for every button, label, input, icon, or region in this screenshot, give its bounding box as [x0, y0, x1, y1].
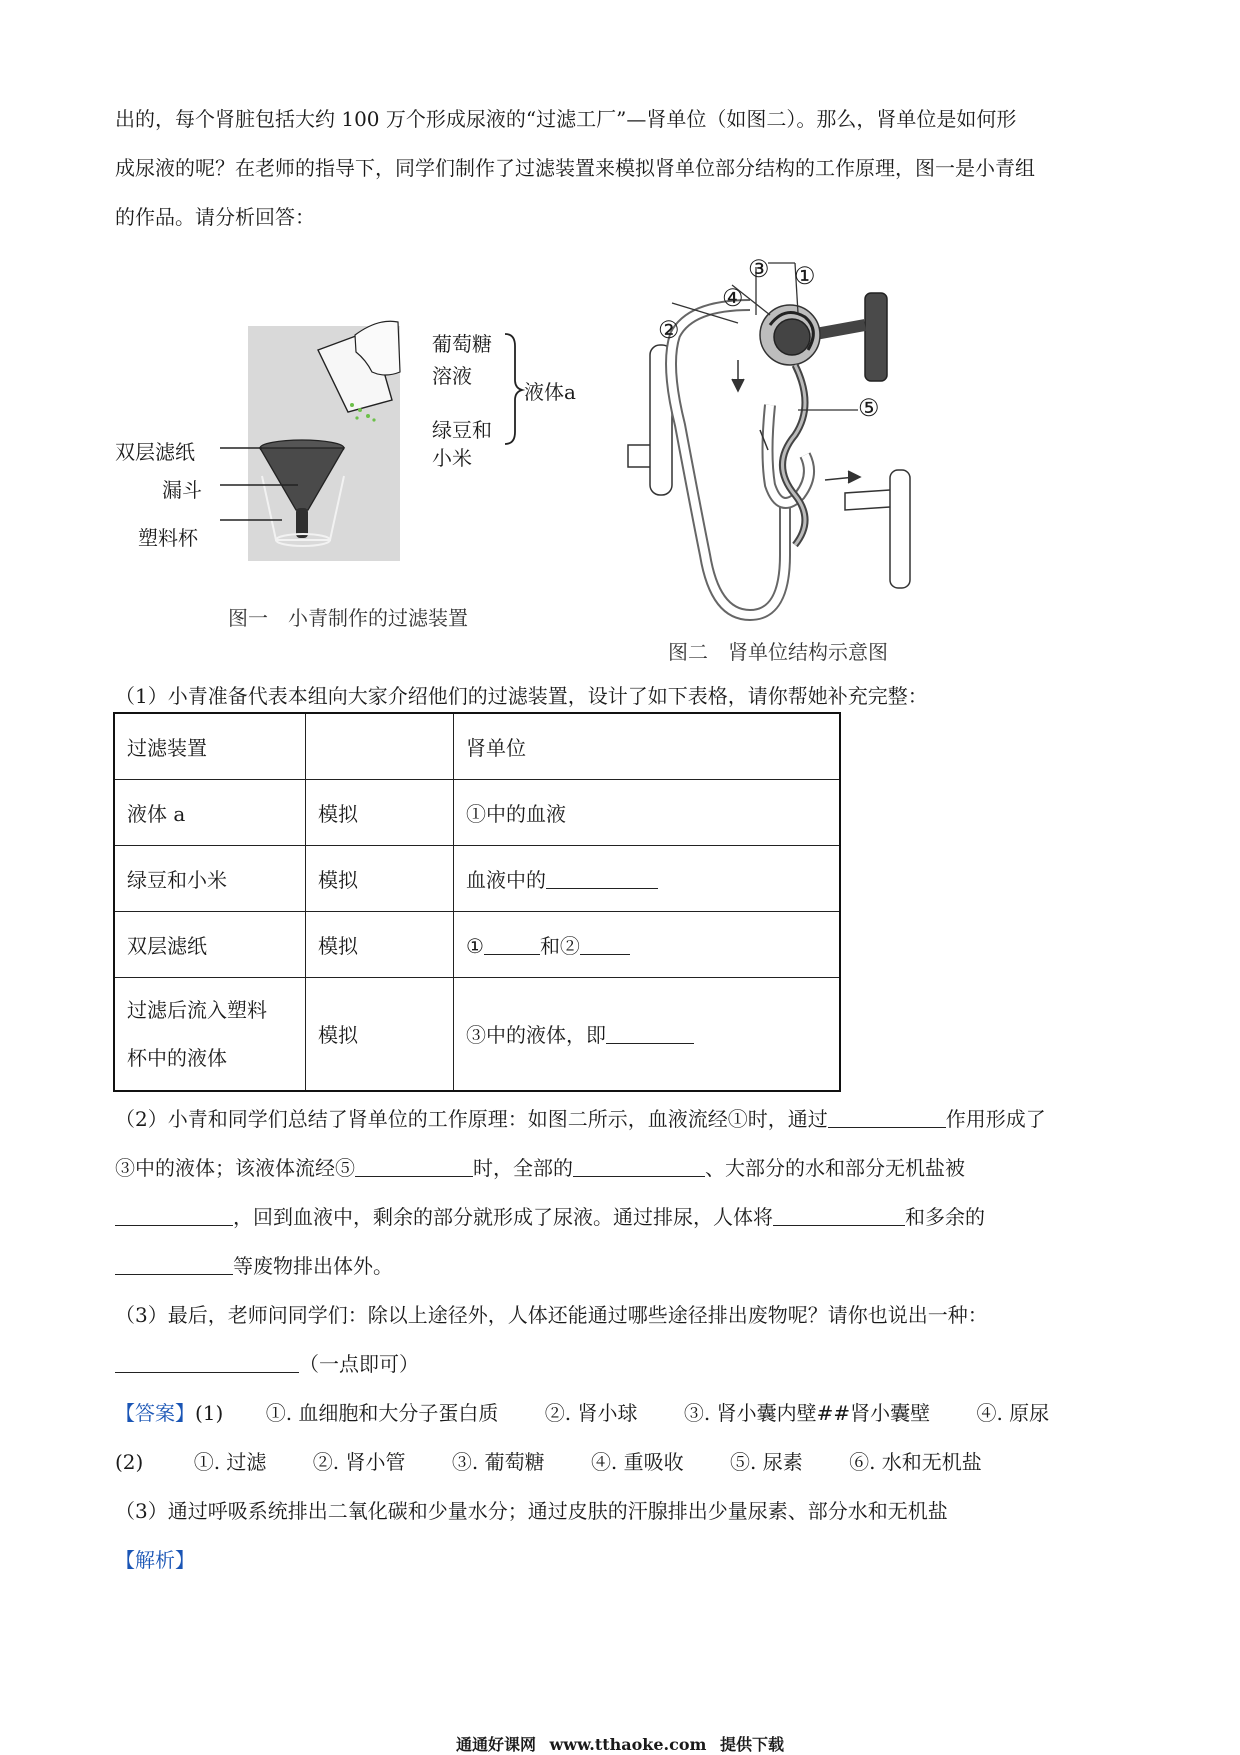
- cell-text: 血液中的: [466, 867, 546, 892]
- comparison-table: [113, 712, 841, 1092]
- table-cell: 过滤装置: [114, 713, 306, 779]
- blank-9[interactable]: [773, 1205, 905, 1226]
- answer-line-1: [115, 1400, 1049, 1426]
- label-glucose-1: 葡萄糖: [432, 332, 492, 356]
- answer-item: (1): [195, 1401, 224, 1425]
- table-row: [114, 713, 840, 779]
- table-cell: 模拟: [306, 977, 454, 1091]
- answer-tag: 【答案】: [115, 1401, 195, 1425]
- answer-item: ④. 原尿: [976, 1401, 1050, 1425]
- figure-2-caption: 图二 肾单位结构示意图: [668, 640, 888, 664]
- analysis-tag: 【解析】: [115, 1548, 195, 1572]
- q2-text: 等废物排出体外。: [233, 1254, 393, 1278]
- table-row: [114, 845, 840, 911]
- table-cell: [454, 911, 841, 977]
- q2-line-4: [115, 1253, 393, 1279]
- label-funnel: 漏斗: [162, 478, 202, 502]
- label-filter-paper: 双层滤纸: [115, 440, 195, 464]
- q2-text: 、大部分的水和部分无机盐被: [705, 1156, 965, 1180]
- label-beans-2: 小米: [432, 446, 472, 470]
- footer-site: 通通好课网: [455, 1735, 536, 1754]
- q2-text: （2）小青和同学们总结了肾单位的工作原理：如图二所示，血液流经①时，通过: [115, 1107, 828, 1131]
- intro-line-3: 的作品。请分析回答：: [115, 205, 315, 229]
- blank-2[interactable]: [484, 934, 540, 955]
- blank-7[interactable]: [573, 1156, 705, 1177]
- figure-1-caption: 图一 小青制作的过滤装置: [228, 606, 468, 630]
- answer-item: ⑤. 尿素: [730, 1450, 803, 1474]
- blank-10[interactable]: [115, 1254, 233, 1275]
- label-beans-1: 绿豆和: [432, 418, 492, 442]
- blank-3[interactable]: [580, 934, 630, 955]
- footer-url[interactable]: www.tthaoke.com: [549, 1735, 707, 1754]
- answer-item: (2): [115, 1450, 144, 1474]
- table-cell: [454, 977, 841, 1091]
- cell-text: ③中的液体，即: [466, 1023, 606, 1048]
- label-cup: 塑料杯: [138, 526, 198, 550]
- answer-item: ②. 肾小球: [544, 1401, 638, 1425]
- marker-5: ⑤: [858, 394, 880, 422]
- table-cell: 双层滤纸: [114, 911, 306, 977]
- table-cell: [306, 713, 454, 779]
- table-cell: 模拟: [306, 779, 454, 845]
- table-row: [114, 977, 840, 1091]
- answer-item: ②. 肾小管: [312, 1450, 406, 1474]
- q3-text: （一点即可）: [299, 1352, 419, 1376]
- answer-item: ①. 血细胞和大分子蛋白质: [265, 1401, 499, 1425]
- q2-text: 和多余的: [905, 1205, 985, 1229]
- cell-text: 过滤后流入塑料: [127, 997, 267, 1022]
- blank-1[interactable]: [546, 868, 658, 889]
- table-cell: [114, 977, 306, 1091]
- answer-item: ①. 过滤: [193, 1450, 267, 1474]
- intro-line-1: 出的，每个肾脏包括大约 100 万个形成尿液的“过滤工厂”—肾单位（如图二）。那么，肾单位是如何形: [115, 107, 1017, 131]
- q2-text: ，回到血液中，剩余的部分就形成了尿液。通过排尿，人体将: [233, 1205, 773, 1229]
- q2-line-2: [115, 1155, 965, 1181]
- q1-prompt: （1）小青准备代表本组向大家介绍他们的过滤装置，设计了如下表格，请你帮她补充完整：: [115, 684, 928, 708]
- footer-suffix: 提供下载: [720, 1735, 785, 1754]
- answer-item: ④. 重吸收: [590, 1450, 684, 1474]
- table-cell: 模拟: [306, 911, 454, 977]
- marker-4: ④: [722, 284, 744, 312]
- intro-line-2: 成尿液的呢？在老师的指导下，同学们制作了过滤装置来模拟肾单位部分结构的工作原理，图一是小青组: [115, 156, 1035, 180]
- answer-item: ③. 葡萄糖: [451, 1450, 545, 1474]
- answer-item: ③. 肾小囊内壁##肾小囊壁: [683, 1401, 931, 1425]
- blank-11[interactable]: [115, 1352, 299, 1373]
- table-cell: 液体 a: [114, 779, 306, 845]
- q2-line-1: [115, 1106, 1046, 1132]
- blank-4[interactable]: [606, 1023, 694, 1044]
- q2-text: 作用形成了: [945, 1107, 1046, 1131]
- blank-6[interactable]: [355, 1156, 473, 1177]
- table-cell: [454, 845, 841, 911]
- table-row: [114, 779, 840, 845]
- table-cell: 绿豆和小米: [114, 845, 306, 911]
- blank-8[interactable]: [115, 1205, 233, 1226]
- label-liquid-a: 液体a: [524, 380, 576, 404]
- blank-5[interactable]: [828, 1107, 946, 1128]
- q2-line-3: [115, 1204, 985, 1230]
- table-cell: 模拟: [306, 845, 454, 911]
- answer-line-2: [115, 1449, 982, 1475]
- q2-text: 时，全部的: [473, 1156, 573, 1180]
- marker-3: ③: [748, 255, 770, 283]
- cell-text: 和②: [539, 933, 580, 958]
- marker-2: ②: [658, 316, 680, 344]
- cell-text: ①: [466, 933, 484, 958]
- table-cell: 肾单位: [454, 713, 841, 779]
- cell-text: 杯中的液体: [127, 1045, 227, 1070]
- table-cell: ①中的血液: [454, 779, 841, 845]
- nephron-diagram: [620, 255, 960, 635]
- table-row: [114, 911, 840, 977]
- marker-1: ①: [794, 262, 816, 290]
- answer-line-3: （3）通过呼吸系统排出二氧化碳和少量水分；通过皮肤的汗腺排出少量尿素、部分水和无机盐: [115, 1499, 948, 1523]
- filter-apparatus-illustration: [0, 0, 620, 640]
- q3-line-1: （3）最后，老师问同学们：除以上途径外，人体还能通过哪些途径排出废物呢？请你也说出一种：: [115, 1303, 988, 1327]
- q2-text: ③中的液体；该液体流经⑤: [115, 1156, 355, 1180]
- footer: [0, 1732, 1240, 1755]
- answer-item: ⑥. 水和无机盐: [849, 1450, 982, 1474]
- q3-line-2: [115, 1351, 419, 1377]
- label-glucose-2: 溶液: [432, 364, 472, 388]
